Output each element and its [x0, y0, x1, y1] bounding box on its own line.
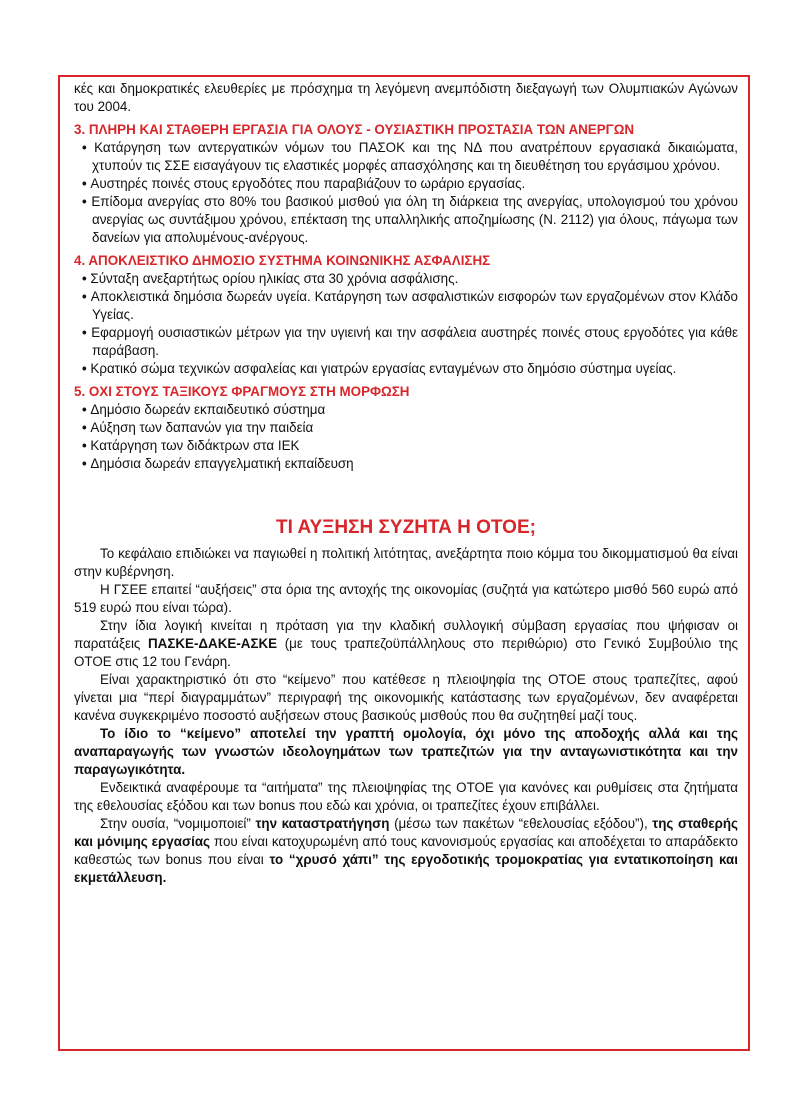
section-title: 4. ΑΠΟΚΛΕΙΣΤΙΚΟ ΔΗΜΟΣΙΟ ΣΥΣΤΗΜΑ ΚΟΙΝΩΝΙΚΗΣ ΑΣΦΑΛΙΣΗΣ [74, 253, 491, 268]
paragraph-text: (μέσω των πακέτων “εθελουσίας εξόδου”), [389, 816, 653, 831]
paragraph: Ενδεικτικά αναφέρουμε τα “αιτήματα” της πλειοψηφίας της ΟΤΟΕ για κανόνες και ρυθμίσεις στα ζητήματα της εθελουσίας εξόδου και των bonus που εδώ και χρόνια, οι τραπεζίτες έχουν επιβάλλει. [74, 780, 738, 813]
section-3 [74, 121, 738, 247]
paragraph-text: Στην ίδια λογική κινείται η πρόταση για την κλαδική συλλογική σύμβαση εργασίας που ψήφισαν οι παρατάξεις [74, 618, 738, 651]
section-title: 3. ΠΛΗΡΗ ΚΑΙ ΣΤΑΘΕΡΗ ΕΡΓΑΣΙΑ ΓΙΑ ΟΛΟΥΣ - ΟΥΣΙΑΣΤΙΚΗ ΠΡΟΣΤΑΣΙΑ ΤΩΝ ΑΝΕΡΓΩΝ [74, 122, 635, 137]
bold-text: Το ίδιο το “κείμενο” αποτελεί την γραπτή ομολογία, όχι μόνο της αποδοχής αλλά και της αναπαραγωγής των γνωστών ιδεολογημάτων των τραπεζιτών για την ανταγωνιστικότητα και την παραγωγικότητα. [74, 726, 738, 777]
list-item: • Δημόσιο δωρεάν εκπαιδευτικό σύστημα [74, 401, 738, 419]
bullet-list [74, 401, 738, 473]
section-title: 5. ΟΧΙ ΣΤΟΥΣ ΤΑΞΙΚΟΥΣ ΦΡΑΓΜΟΥΣ ΣΤΗ ΜΟΡΦΩΣΗ [74, 384, 410, 399]
paragraph [74, 725, 738, 779]
list-item: • Κατάργηση των αντεργατικών νόμων του ΠΑΣΟΚ και της ΝΔ που ανατρέπουν εργασιακά δικαιώματα, χτυπούν τις ΣΣΕ εισαγάγουν τις ελαστικές μορφές απασχόλησης και τη διευθέτηση του εργάσιμου χρόνου. [74, 139, 738, 175]
bold-text: της σταθερής και μόνιμης εργασίας [74, 816, 738, 849]
list-item: • Αποκλειστικά δημόσια δωρεάν υγεία. Κατάργηση των ασφαλιστικών εισφορών των εργαζομένων στον Κλάδο Υγείας. [74, 288, 738, 324]
list-item: • Κατάργηση των διδάκτρων στα ΙΕΚ [74, 437, 738, 455]
list-item: • Κρατικό σώμα τεχνικών ασφαλείας και γιατρών εργασίας ενταγμένων στο δημόσιο σύστημα υγείας. [74, 360, 738, 378]
intro-text: κές και δημοκρατικές ελευθερίες με πρόσχημα τη λεγόμενη ανεμπόδιστη διεξαγωγή των Ολυμπιακών Αγώνων του 2004. [74, 81, 738, 114]
bold-text: ΠΑΣΚΕ-ΔΑΚΕ-ΑΣΚΕ [148, 636, 278, 651]
section-4 [74, 252, 738, 378]
paragraph [74, 815, 738, 887]
paragraph-text: Στην ουσία, “νομιμοποιεί” [100, 816, 256, 831]
bullet-list [74, 139, 738, 247]
list-item: • Σύνταξη ανεξαρτήτως ορίου ηλικίας στα 30 χρόνια ασφάλισης. [74, 270, 738, 288]
paragraph: Η ΓΣΕΕ επαιτεί “αυξήσεις” στα όρια της αντοχής της οικονομίας (συζητά για κατώτερο μισθό 560 ευρώ από 519 ευρώ που είναι τώρα). [74, 582, 738, 615]
list-item: • Εφαρμογή ουσιαστικών μέτρων για την υγιεινή και την ασφάλεια αυστηρές ποινές στους εργοδότες για κάθε παράβαση. [74, 324, 738, 360]
list-item: • Δημόσια δωρεάν επαγγελματική εκπαίδευση [74, 455, 738, 473]
list-item: • Αυστηρές ποινές στους εργοδότες που παραβιάζουν το ωράριο εργασίας. [74, 175, 738, 193]
list-item: • Αύξηση των δαπανών για την παιδεία [74, 419, 738, 437]
list-item: • Επίδομα ανεργίας στο 80% του βασικού μισθού για όλη τη διάρκεια της ανεργίας, υπολογισμού του χρόνου ανεργίας ως συντάξιμου χρόνου, επέκταση της υπαλληλικής αποζημίωσης (Ν. 2112) για όλους, πάγωμα των δανείων για απολυμένους-ανέργους. [74, 193, 738, 247]
paragraph-text: (με τους τραπεζοϋπάλληλους στο περιθώριο) στο Γενικό Συμβούλιο της ΟΤΟΕ στις 12 του Γενάρη. [74, 636, 738, 669]
paragraph [74, 617, 738, 671]
bold-text: την καταστρατήγηση [255, 816, 390, 831]
bold-text: το “χρυσό χάπι” της εργοδοτικής τρομοκρατίας για εντατικοποίηση και εκμετάλλευση. [74, 852, 738, 885]
section-5 [74, 383, 738, 473]
document-body [74, 80, 738, 887]
main-title: ΤΙ ΑΥΞΗΣΗ ΣΥΖΗΤΑ Η ΟΤΟΕ; [276, 517, 536, 538]
paragraph: Το κεφάλαιο επιδιώκει να παγιωθεί η πολιτική λιτότητας, ανεξάρτητα ποιο κόμμα του δικομματισμού θα είναι στην κυβέρνηση. [74, 546, 738, 579]
paragraph: Είναι χαρακτηριστικό ότι στο “κείμενο” που κατέθεσε η πλειοψηφία της ΟΤΟΕ στους τραπεζίτες, αφού γίνεται μια “περί διαγραμμάτων” περιγραφή της οικονομικής κατάστασης των εργαζομένων, δεν αναφέρεται κανένα συγκεκριμένο ποσοστό αυξήσεων στους βασικούς μισθούς που θα συζητηθεί μαζί τους. [74, 672, 738, 723]
paragraph-text: που είναι κατοχυρωμένη από τους κανονισμούς εργασίας και αποδέχεται το απαράδεκτο καθεστώς των bonus που είναι [74, 834, 739, 867]
bullet-list [74, 270, 738, 378]
